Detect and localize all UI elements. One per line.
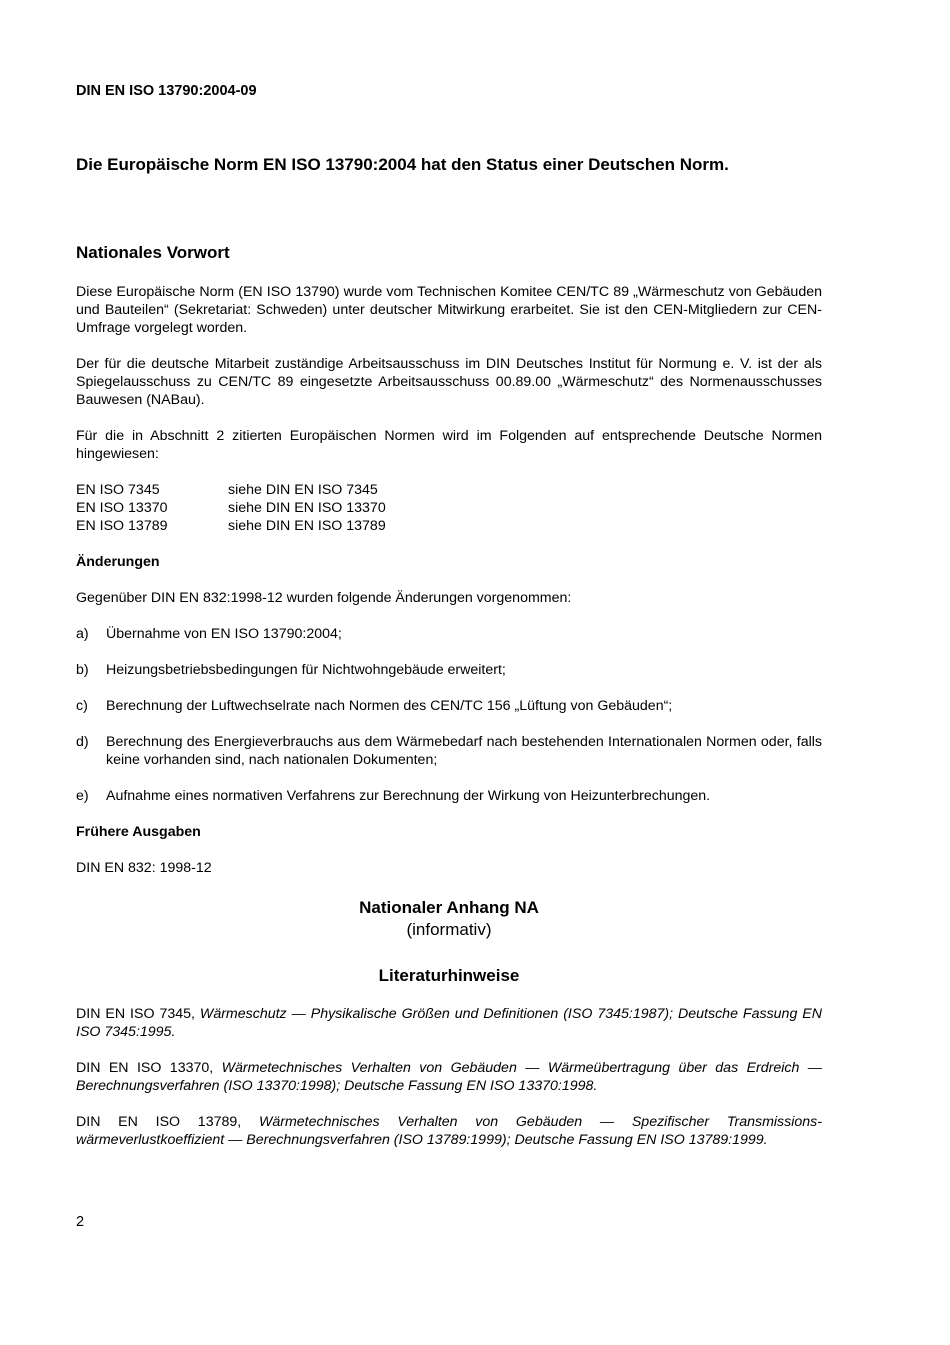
change-item (76, 733, 822, 769)
changes-heading: Änderungen (76, 554, 160, 570)
page-number: 2 (76, 1214, 85, 1230)
change-text: Berechnung des Energieverbrauchs aus dem Wärmebedarf nach bestehenden Internationalen Normen oder, falls keine vorhanden sind, nach nationalen Dokumenten; (106, 734, 822, 768)
document-id: DIN EN ISO 13790:2004-09 (76, 83, 257, 99)
reference-row (76, 517, 822, 535)
din-standard: siehe DIN EN ISO 7345 (228, 482, 378, 498)
din-standard: siehe DIN EN ISO 13370 (228, 500, 386, 516)
en-standard: EN ISO 13789 (76, 518, 168, 534)
change-label: b) (76, 662, 89, 678)
changes-intro: Gegenüber DIN EN 832:1998-12 wurden folgende Änderungen vorgenommen: (76, 590, 572, 606)
foreword-paragraph: Für die in Abschnitt 2 zitierten Europäischen Normen wird im Folgenden auf entsprechende Deutsche Normen hingewiesen: (76, 428, 822, 462)
national-annex-header (76, 897, 822, 987)
change-text: Heizungsbetriebsbedingungen für Nichtwohngebäude erweitert; (106, 662, 506, 678)
bibliography-title: Wärmetechnisches Verhalten von Gebäuden — Wärmeübertragung über das Erdreich — Berechnungsverfahren (ISO 13370:1998); Deutsche Fassung EN ISO 13370:1998. (76, 1060, 822, 1094)
change-label: e) (76, 788, 89, 804)
earlier-editions-heading: Frühere Ausgaben (76, 824, 201, 840)
en-standard: EN ISO 7345 (76, 482, 160, 498)
bibliography-title: Wärmeschutz — Physikalische Größen und Definitionen (ISO 7345:1987); Deutsche Fassung EN ISO 7345:1995. (76, 1006, 822, 1040)
change-item (76, 787, 822, 805)
change-label: d) (76, 734, 89, 750)
annex-title: Nationaler Anhang NA (359, 898, 539, 917)
foreword-paragraph: Diese Europäische Norm (EN ISO 13790) wurde vom Technischen Komitee CEN/TC 89 „Wärmeschutz von Gebäuden und Bauteilen“ (Sekretariat: Schweden) unter deutscher Mitwirkung erarbeitet. Sie ist den CEN-Mitgliedern zur CEN-Umfrage vorgelegt worden. (76, 284, 822, 336)
bibliography-ref: DIN EN ISO 13789, (76, 1114, 259, 1130)
en-standard: EN ISO 13370 (76, 500, 168, 516)
bibliography-entry (76, 1005, 822, 1041)
change-text: Berechnung der Luftwechselrate nach Normen des CEN/TC 156 „Lüftung von Gebäuden“; (106, 698, 673, 714)
status-statement: Die Europäische Norm EN ISO 13790:2004 hat den Status einer Deutschen Norm. (76, 155, 729, 174)
standards-reference-list (76, 481, 822, 535)
change-item (76, 625, 822, 643)
national-foreword-heading: Nationales Vorwort (76, 243, 230, 262)
din-standard: siehe DIN EN ISO 13789 (228, 518, 386, 534)
bibliography-ref: DIN EN ISO 7345, (76, 1006, 200, 1022)
foreword-paragraph: Der für die deutsche Mitarbeit zuständige Arbeitsausschuss im DIN Deutsches Institut für Normung e. V. ist der als Spiegelausschuss zu CEN/TC 89 eingesetzte Arbeitsausschuss 00.89.00 „Wärmeschutz“ des Normenausschusses Bauwesen (NABau). (76, 356, 822, 408)
reference-row (76, 481, 822, 499)
change-item (76, 661, 822, 679)
change-label: c) (76, 698, 88, 714)
bibliography-ref: DIN EN ISO 13370, (76, 1060, 222, 1076)
bibliography-entry (76, 1059, 822, 1095)
reference-row (76, 499, 822, 517)
bibliography-heading: Literaturhinweise (378, 966, 520, 985)
change-label: a) (76, 626, 89, 642)
earlier-editions-text: DIN EN 832: 1998-12 (76, 860, 212, 876)
bibliography-title: Wärmetechnisches Verhalten von Gebäuden — Spezifischer Transmissions-wärmeverlustkoeffizient — Berechnungsverfahren (ISO 13789:1999); Deutsche Fassung EN ISO 13789:1999. (76, 1114, 822, 1148)
bibliography-entry (76, 1113, 822, 1149)
change-text: Übernahme von EN ISO 13790:2004; (106, 626, 342, 642)
change-text: Aufnahme eines normativen Verfahrens zur Berechnung der Wirkung von Heizunterbrechungen. (106, 788, 711, 804)
change-item (76, 697, 822, 715)
annex-subtitle: (informativ) (406, 920, 492, 939)
document-body (76, 283, 822, 1167)
